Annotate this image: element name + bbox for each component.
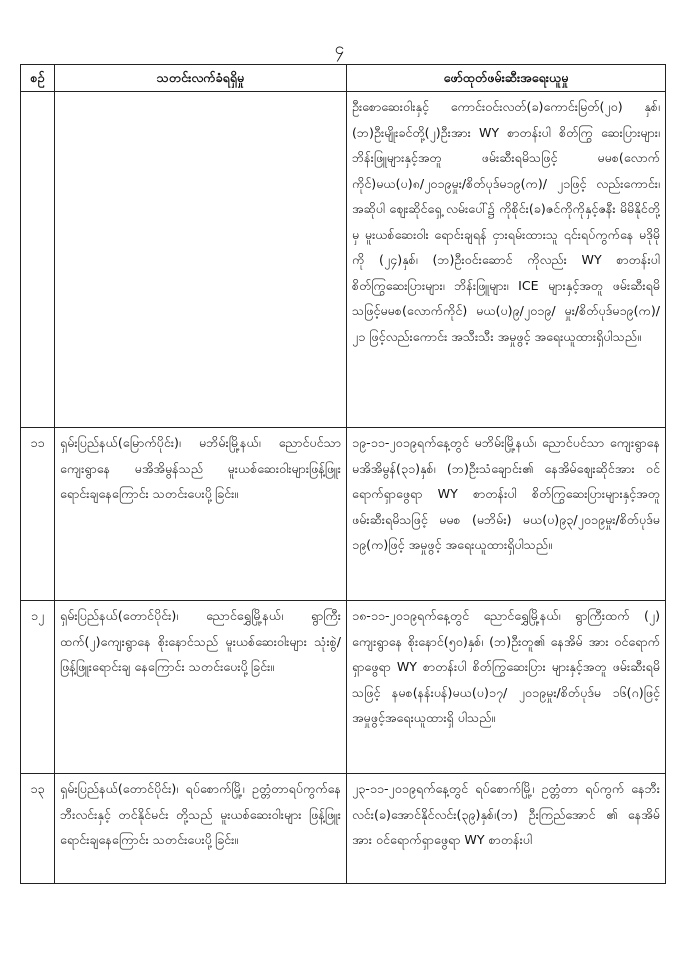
- table-row: [21, 428, 666, 601]
- header-action: ဖော်ထုတ်ဖမ်းဆီးအရေးယူမှု: [347, 65, 666, 92]
- row-number: ၁၁: [21, 428, 55, 601]
- row-action: ၁၈-၁၁-၂၀၁၉ရက်နေ့တွင် ညောင်ရွှေမြို့နယ်၊ ရွာကြီးထက် (၂) ကျေးရွာနေ စိုးနောင်(၅၀)နှစ်၊ (ဘ)ဦးတူ၏ နေအိမ် အား ဝင်ရောက်ရှာဖွေရာ WY စာတန်းပါ စိတ်ကြွဆေးပြား များနှင့်အတူ ဖမ်းဆီးရမိသဖြင့် နမစ(နန်းပန်)မယ(ပ)၁၇/ ၂၀၁၉မှုး/စိတ်ပုဒ်မ ၁၆(ဂ)ဖြင့် အမှုဖွင့်အရေးယူထားရှိ ပါသည်။: [347, 601, 666, 774]
- row-subject: [55, 92, 347, 428]
- row-action: ဦးစောဆေးဝါးနှင့် ကောင်းဝင်းလတ်(ခ)ကောင်းမြတ်(၂၀) နှစ်၊ (ဘ)ဦးမျိုးခင်တို့(၂)ဦးအား WY စာတန်းပါ စိတ်ကြွ ဆေးပြားများ၊ ဘိန်းဖြူများနှင့်အတူ ဖမ်းဆီးရမိသဖြင့် မမစ(လောက်ကိုင်)မယ(ပ)၈/၂၀၁၉မှုး/စိတ်ပုဒ်မ၁၉(က)/ ၂၁ဖြင့် လည်းကောင်း၊ အဆိုပါ ဈေးဆိုင်ရှေ့ လမ်းပေါ်၌ ကိုစိုင်း(ခ)ဇင်ကိုကိုနှင့်ဇနီး မိမိနိုင်တို့မှ မူးယစ်ဆေးဝါး ရောင်းချရန် ငှားရမ်းထားသူ ၎င်းရပ်ကွက်နေ မဒိုမိုကို (၂၄)နှစ်၊ (ဘ)ဦးဝင်းဆောင် ကိုလည်း WY စာတန်းပါ စိတ်ကြွဆေးပြားများ၊ ဘိန်းဖြူများ၊ ICE များနှင့်အတူ ဖမ်းဆီးရမိသဖြင့်မမစ(လောက်ကိုင်) မယ(ပ)၉/၂၀၁၉/ မှုး/စိတ်ပုဒ်မ၁၉(က)/၂၁ ဖြင့်လည်းကောင်း အသီးသီး အမှုဖွင့် အရေးယူထားရှိပါသည်။: [347, 92, 666, 428]
- row-subject: ရှမ်းပြည်နယ်(တောင်ပိုင်း)၊ ညောင်ရွှေမြို့နယ်၊ ရွာကြီးထက်(၂)ကျေးရွာနေ စိုးနောင်သည် မူးယစ်ဆေးဝါးများ သုံးစွဲ/ဖြန့်ဖြူးရောင်းချ နေကြောင်း သတင်းပေးပို့ခြင်း။: [55, 601, 347, 774]
- row-action: ၂၃-၁၁-၂၀၁၉ရက်နေ့တွင် ရပ်စောက်မြို့၊ ဥတ္တံတာ ရပ်ကွက် နေဘီးလင်း(ခ)အောင်နိုင်လင်း(၃၉)နှစ်၊(ဘ) ဦးကြည်အောင် ၏ နေအိမ်အား ဝင်ရောက်ရှာဖွေရာ WY စာတန်းပါ: [347, 774, 666, 884]
- row-number: ၁၂: [21, 601, 55, 774]
- table-header-row: [21, 65, 666, 92]
- row-subject: ရှမ်းပြည်နယ်(တောင်ပိုင်း)၊ ရပ်စောက်မြို့၊ ဥတ္တံတာရပ်ကွက်နေ ဘီးလင်းနှင့် တင်နိုင်မင်း တို့သည် မူးယစ်ဆေးဝါးများ ဖြန့်ဖြူး ရောင်းချနေကြောင်း သတင်းပေးပို့ခြင်း။: [55, 774, 347, 884]
- enforcement-table: [20, 64, 666, 884]
- table-row: [21, 92, 666, 428]
- table-row: [21, 774, 666, 884]
- header-subject: သတင်းလက်ခံရရှိမှု: [55, 65, 347, 92]
- table-row: [21, 601, 666, 774]
- row-subject: ရှမ်းပြည်နယ်(မြောက်ပိုင်း)၊ မဘိမ်းမြို့နယ်၊ ညောင်ပင်သာကျေးရွာနေ မအိအိမွန်သည် မူးယစ်ဆေးဝါးများဖြန့်ဖြူး ရောင်းချနေကြောင်း သတင်းပေးပို့ခြင်း။: [55, 428, 347, 601]
- header-no: စဉ်: [21, 65, 55, 92]
- row-number: [21, 92, 55, 428]
- row-action: ၁၉-၁၁-၂၀၁၉ရက်နေ့တွင် မဘိမ်းမြို့နယ်၊ ညောင်ပင်သာ ကျေးရွာနေ မအိအိမွန်(၃၁)နှစ်၊ (ဘ)ဦးသံချောင်း၏ နေအိမ်ဈေးဆိုင်အား ဝင်ရောက်ရှာဖွေရာ WY စာတန်းပါ စိတ်ကြွဆေးပြားများနှင့်အတူ ဖမ်းဆီးရမိသဖြင့် မမစ (မဘိမ်း) မယ(ပ)၉၃/၂၀၁၉မှုး/စိတ်ပုဒ်မ ၁၉(က)ဖြင့် အမှုဖွင့် အရေးယူထားရှိပါသည်။: [347, 428, 666, 601]
- page-number: ၄: [334, 39, 345, 59]
- row-number: ၁၃: [21, 774, 55, 884]
